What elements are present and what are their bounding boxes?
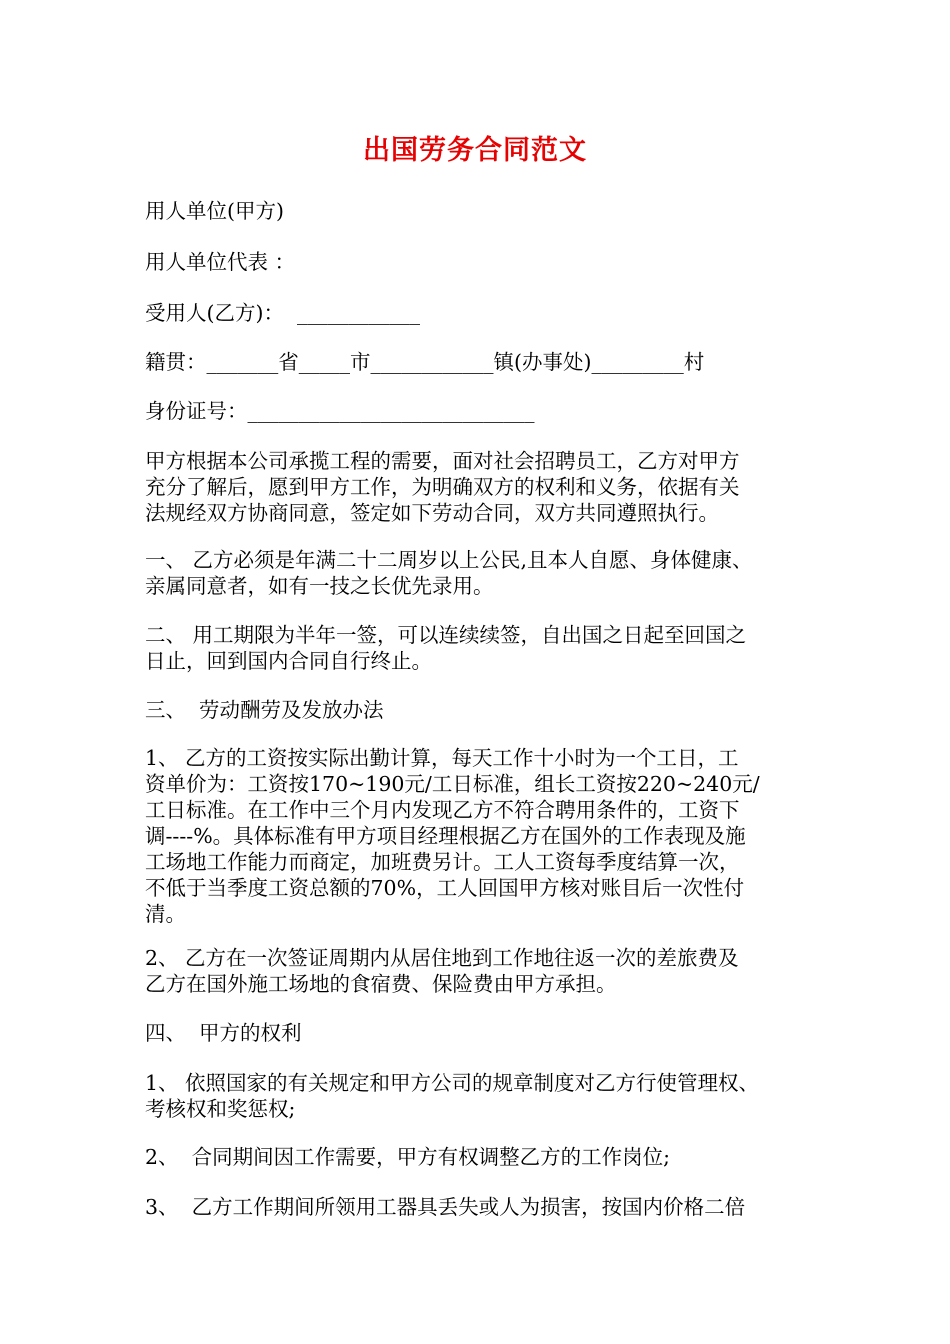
employer-rep-field: 用人单位代表 ： <box>145 250 296 274</box>
employee-field: 受用人(乙方)： ____________ <box>145 301 421 325</box>
paragraph-line: 工日标准。在工作中三个月内发现乙方不符合聘用条件的，工资下 <box>145 798 740 822</box>
paragraph-line: 2、 乙方在一次签证周期内从居住地到工作地往返一次的差旅费及 <box>145 946 739 970</box>
paragraph-line: 工场地工作能力而商定，加班费另计。工人工资每季度结算一次， <box>145 850 740 874</box>
clause-3-item-1 <box>145 745 817 927</box>
clause-4-heading: 四、 甲方的权利 <box>145 1021 302 1045</box>
paragraph-line: 考核权和奖惩权; <box>145 1097 296 1121</box>
clause-3-heading: 三、 劳动酬劳及发放办法 <box>145 698 384 722</box>
clause-4-item-1 <box>145 1070 817 1122</box>
paragraph-line: 1、 乙方的工资按实际出勤计算，每天工作十小时为一个工日，工 <box>145 746 739 770</box>
paragraph-line: 充分了解后，愿到甲方工作，为明确双方的权利和义务，依据有关 <box>145 475 740 499</box>
paragraph-line: 清。 <box>145 902 186 926</box>
clause-4-item-2: 2、 合同期间因工作需要，甲方有权调整乙方的工作岗位; <box>145 1145 670 1169</box>
paragraph-line: 法规经双方协商同意，签定如下劳动合同，双方共同遵照执行。 <box>145 501 719 525</box>
paragraph-line: 二、 用工期限为半年一签，可以连续续签，自出国之日起至回国之 <box>145 623 747 647</box>
employer-field: 用人单位(甲方) <box>145 199 284 223</box>
paragraph-line: 1、 依照国家的有关规定和甲方公司的规章制度对乙方行使管理权、 <box>145 1071 760 1095</box>
paragraph-line: 不低于当季度工资总额的70%，工人回国甲方核对账目后一次性付 <box>145 876 745 900</box>
clause-3-item-2 <box>145 945 817 997</box>
origin-field: 籍贯：_______省_____市____________镇(办事处)_________村 <box>145 350 705 374</box>
paragraph-line: 亲属同意者，如有一技之长优先录用。 <box>145 574 494 598</box>
id-number-field: 身份证号：____________________________ <box>145 399 535 423</box>
paragraph-line: 日止，回到国内合同自行终止。 <box>145 649 432 673</box>
paragraph-line: 乙方在国外施工场地的食宿费、保险费由甲方承担。 <box>145 972 617 996</box>
paragraph-line: 一、 乙方必须是年满二十二周岁以上公民,且本人自愿、身体健康、 <box>145 548 753 572</box>
clause-2 <box>145 622 817 674</box>
paragraph-line: 资单价为：工资按170~190元/工日标准，组长工资按220~240元/ <box>145 772 760 796</box>
document-title: 出国劳务合同范文 <box>363 135 587 166</box>
clause-4-item-3: 3、 乙方工作期间所领用工器具丢失或人为损害，按国内价格二倍 <box>145 1195 746 1219</box>
clause-1 <box>145 547 817 599</box>
paragraph-line: 调----%。具体标准有甲方项目经理根据乙方在国外的工作表现及施 <box>145 824 746 848</box>
intro-paragraph <box>145 448 817 526</box>
paragraph-line: 甲方根据本公司承揽工程的需要，面对社会招聘员工，乙方对甲方 <box>145 449 740 473</box>
